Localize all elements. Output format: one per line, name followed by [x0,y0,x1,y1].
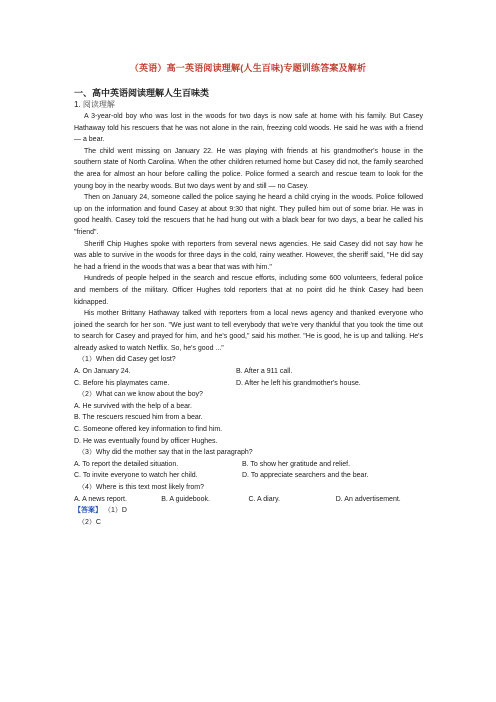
paragraph: Hundreds of people helped in the search and rescue efforts, including some 600 volunteers, federal police and members of the military. Officer Hughes told reporters that at no point did he think Casey had been kidnapped. [74,275,423,306]
answer-value: （1）D [103,507,127,515]
question-number: 1. [74,100,81,109]
option: B. After a 911 call. [236,368,293,376]
question-label: 阅读理解 [82,100,115,109]
option: D. An advertisement. [335,495,401,503]
answer-value: （2）C [78,518,101,526]
answer-line [74,505,423,517]
document-title: （英语）高一英语阅读理解(人生百味)专题训练答案及解析 [129,63,367,73]
option: A. To report the detailed situation. [74,460,179,468]
question-stem: （2）What can we know about the boy? [78,391,203,399]
paragraph: His mother Brittany Hathaway talked with reporters from a local news agency and thanked everyone who joined the search for her son. "We just want to tell everybody that we're very thankful that you took the time out to search for Casey and prayed for him, and he's good," said his mother. "He is good, he is up and talking. He's already asked to watch Netflix. So, he's good ..." [74,310,423,352]
option: C. A diary. [248,495,280,503]
option-row [74,494,423,506]
question-stem: （1）When did Casey get lost? [78,356,176,364]
document-body [74,111,423,528]
option-row [74,366,423,378]
question-stem: （3）Why did the mother say that in the last paragraph? [78,449,253,457]
question-stem: （4）Where is this text most likely from? [78,484,205,491]
option: C. Before his playmates came. [74,379,170,387]
section-heading: 一、高中英语阅读理解人生百味类 [74,88,210,98]
option: B. The rescuers rescued him from a bear. [74,414,203,422]
option: A. On January 24. [74,368,131,376]
paragraph: Sheriff Chip Hughes spoke with reporters from several news agencies. He said Casey did not say how he was able to survive in the woods for three days in the cold, rainy weather. However, the sheriff said, "He did say he had a friend in the woods that was a bear that was with him." [74,240,423,271]
option: A. A news report. [74,495,127,503]
option: C. Someone offered key information to find him. [74,426,223,434]
option-row [74,378,423,390]
option: C. To invite everyone to watch her child. [74,472,198,480]
question-heading [74,99,115,110]
option: A. He survived with the help of a bear. [74,402,192,410]
option: D. To appreciate searchers and the bear. [242,472,369,480]
paragraph: Then on January 24, someone called the police saying he heard a child crying in the woods. Police followed up on the information and found Casey at about 9:30 that night. They pulled him out of some briar. He was in good health. Casey told the rescuers that he had hung out with a black bear for two days, a bear he called his "friend". [74,194,423,236]
paragraph: A 3-year-old boy who was lost in the woods for two days is now safe at home with his family. But Casey Hathaway told his rescuers that he was not alone in the rain, freezing cold woods. He said he was with a friend — a bear. [74,113,423,144]
option: B. To show her gratitude and relief. [242,460,351,468]
answer-label: 【答案】 [74,507,102,515]
option: D. After he left his grandmother's house. [236,379,361,387]
option-row [74,470,423,482]
option: D. He was eventually found by officer Hughes. [74,437,218,445]
paragraph: The child went missing on January 22. He was playing with friends at his grandmother's house in the southern state of North Carolina. When the other children returned home but Casey did not, the family searched the area for almost an hour before calling the police. Police formed a search and rescue team to look for the young boy in the nearby woods. But two days went by and still — no Casey. [74,147,423,190]
option: B. A guidebook. [161,495,210,503]
option-row [74,459,423,471]
